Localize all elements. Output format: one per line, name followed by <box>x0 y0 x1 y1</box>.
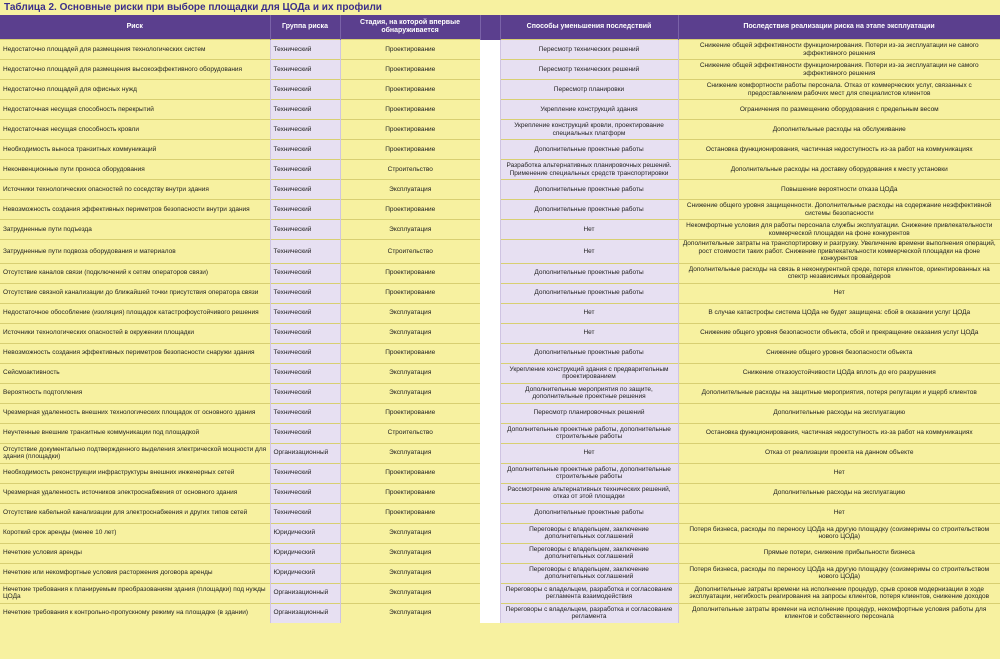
stage-cell: Проектирование <box>340 503 480 523</box>
mitigation-cell: Пересмотр технических решений <box>500 40 678 60</box>
risk-cell: Короткий срок аренды (менее 10 лет) <box>0 523 270 543</box>
consequences-cell: Потеря бизнеса, расходы по переносу ЦОДа на другую площадку (соизмеримы со строительством нового ЦОДа) <box>678 523 1000 543</box>
consequences-cell: Дополнительные расходы на эксплуатацию <box>678 483 1000 503</box>
gap-cell <box>480 423 500 443</box>
gap-cell <box>480 603 500 623</box>
group-cell: Организационный <box>270 443 340 463</box>
table-row <box>0 443 1000 463</box>
risk-cell: Недостаточно площадей для размещения высокоэффективного оборудования <box>0 60 270 80</box>
consequences-cell: Остановка функционирования, частичная недоступность из-за работ на коммуникациях <box>678 423 1000 443</box>
stage-cell: Проектирование <box>340 283 480 303</box>
consequences-cell: Снижение общей эффективности функционирования. Потери из-за эксплуатации не самого эффективного решения <box>678 40 1000 60</box>
stage-cell: Проектирование <box>340 120 480 140</box>
stage-cell: Проектирование <box>340 100 480 120</box>
gap-cell <box>480 483 500 503</box>
header-stage: Стадия, на которой впервые обнаруживается <box>340 15 480 40</box>
group-cell: Технический <box>270 240 340 264</box>
group-cell: Организационный <box>270 603 340 623</box>
consequences-cell: Повышение вероятности отказа ЦОДа <box>678 180 1000 200</box>
mitigation-cell: Нет <box>500 220 678 240</box>
risk-cell: Чрезмерная удаленность источников электроснабжения от основного здания <box>0 483 270 503</box>
consequences-cell: Ограничения по размещению оборудования с предельным весом <box>678 100 1000 120</box>
risk-cell: Отсутствие связной канализации до ближайшей точки присутствия оператора связи <box>0 283 270 303</box>
mitigation-cell: Пересмотр планировки <box>500 80 678 100</box>
gap-cell <box>480 120 500 140</box>
gap-cell <box>480 583 500 603</box>
consequences-cell: Дополнительные расходы на эксплуатацию <box>678 403 1000 423</box>
group-cell: Юридический <box>270 543 340 563</box>
risk-cell: Источники технологических опасностей в окружении площадки <box>0 323 270 343</box>
table-row <box>0 603 1000 623</box>
table-row <box>0 523 1000 543</box>
gap-cell <box>480 160 500 180</box>
risk-cell: Недостаточно площадей для размещения технологических систем <box>0 40 270 60</box>
risk-cell: Недостаточная несущая способность перекрытий <box>0 100 270 120</box>
stage-cell: Эксплуатация <box>340 583 480 603</box>
consequences-cell: Снижение общего уровня безопасности объекта <box>678 343 1000 363</box>
stage-cell: Эксплуатация <box>340 180 480 200</box>
group-cell: Технический <box>270 100 340 120</box>
risk-cell: Недостаточно площадей для офисных нужд <box>0 80 270 100</box>
table-row <box>0 483 1000 503</box>
group-cell: Технический <box>270 120 340 140</box>
consequences-cell: Отказ от реализации проекта на данном объекте <box>678 443 1000 463</box>
stage-cell: Проектирование <box>340 403 480 423</box>
table-row <box>0 100 1000 120</box>
table-row <box>0 363 1000 383</box>
risk-cell: Отсутствие кабельной канализации для электроснабжения и других типов сетей <box>0 503 270 523</box>
group-cell: Организационный <box>270 583 340 603</box>
table-row <box>0 80 1000 100</box>
stage-cell: Эксплуатация <box>340 523 480 543</box>
group-cell: Технический <box>270 303 340 323</box>
gap-cell <box>480 220 500 240</box>
stage-cell: Проектирование <box>340 483 480 503</box>
table-header <box>0 15 1000 40</box>
group-cell: Технический <box>270 403 340 423</box>
mitigation-cell: Укрепление конструкций здания с предварительным проектированием <box>500 363 678 383</box>
consequences-cell: Нет <box>678 503 1000 523</box>
risk-table <box>0 15 1000 623</box>
mitigation-cell: Нет <box>500 323 678 343</box>
risk-cell: Источники технологических опасностей по соседству внутри здания <box>0 180 270 200</box>
consequences-cell: Снижение общего уровня защищенности. Дополнительные расходы на содержание неэффективной системы безопасности <box>678 200 1000 220</box>
table-row <box>0 220 1000 240</box>
stage-cell: Проектирование <box>340 263 480 283</box>
gap-cell <box>480 543 500 563</box>
consequences-cell: Снижение комфортности работы персонала. Отказ от коммерческих услуг, связанных с предоставлением рабочих мест для специалистов клиентов <box>678 80 1000 100</box>
risk-cell: Невозможность создания эффективных периметров безопасности снаружи здания <box>0 343 270 363</box>
group-cell: Технический <box>270 160 340 180</box>
risk-cell: Отсутствие документально подтвержденного выделения электрической мощности для здания (площадки) <box>0 443 270 463</box>
risk-cell: Затрудненные пути подвоза оборудования и материалов <box>0 240 270 264</box>
group-cell: Технический <box>270 60 340 80</box>
stage-cell: Эксплуатация <box>340 543 480 563</box>
consequences-cell: Нет <box>678 463 1000 483</box>
gap-cell <box>480 100 500 120</box>
risk-cell: Нечеткие требования к контрольно-пропускному режиму на площадке (в здании) <box>0 603 270 623</box>
group-cell: Технический <box>270 503 340 523</box>
mitigation-cell: Дополнительные проектные работы <box>500 263 678 283</box>
stage-cell: Проектирование <box>340 343 480 363</box>
table-row <box>0 120 1000 140</box>
table-row <box>0 283 1000 303</box>
risk-cell: Сейсмоактивность <box>0 363 270 383</box>
group-cell: Технический <box>270 343 340 363</box>
gap-cell <box>480 403 500 423</box>
stage-cell: Строительство <box>340 423 480 443</box>
consequences-cell: Остановка функционирования, частичная недоступность из-за работ на коммуникациях <box>678 140 1000 160</box>
table-row <box>0 263 1000 283</box>
group-cell: Технический <box>270 323 340 343</box>
table-row <box>0 403 1000 423</box>
mitigation-cell: Переговоры с владельцем, заключение дополнительных соглашений <box>500 543 678 563</box>
stage-cell: Проектирование <box>340 40 480 60</box>
table-row <box>0 240 1000 264</box>
stage-cell: Эксплуатация <box>340 383 480 403</box>
table-body <box>0 40 1000 623</box>
mitigation-cell: Нет <box>500 303 678 323</box>
group-cell: Технический <box>270 80 340 100</box>
gap-cell <box>480 200 500 220</box>
group-cell: Технический <box>270 263 340 283</box>
mitigation-cell: Укрепление конструкций здания <box>500 100 678 120</box>
consequences-cell: Снижение общего уровня безопасности объекта, сбой и прекращение оказания услуг ЦОДа <box>678 323 1000 343</box>
risk-cell: Недостаточное обособление (изоляция) площадок катастрофоустойчивого решения <box>0 303 270 323</box>
header-risk: Риск <box>0 15 270 40</box>
mitigation-cell: Переговоры с владельцем, разработка и согласование регламента взаимодействия <box>500 583 678 603</box>
mitigation-cell: Дополнительные проектные работы <box>500 503 678 523</box>
stage-cell: Эксплуатация <box>340 443 480 463</box>
mitigation-cell: Переговоры с владельцем, заключение дополнительных соглашений <box>500 523 678 543</box>
risk-cell: Вероятность подтопления <box>0 383 270 403</box>
gap-cell <box>480 283 500 303</box>
stage-cell: Эксплуатация <box>340 323 480 343</box>
mitigation-cell: Дополнительные проектные работы, дополнительные строительные работы <box>500 463 678 483</box>
gap-cell <box>480 343 500 363</box>
table-row <box>0 543 1000 563</box>
table-row <box>0 200 1000 220</box>
group-cell: Технический <box>270 463 340 483</box>
group-cell: Технический <box>270 40 340 60</box>
risk-cell: Затрудненные пути подъезда <box>0 220 270 240</box>
table-row <box>0 160 1000 180</box>
stage-cell: Проектирование <box>340 80 480 100</box>
gap-cell <box>480 443 500 463</box>
group-cell: Технический <box>270 383 340 403</box>
risk-cell: Нечеткие или некомфортные условия расторжения договора аренды <box>0 563 270 583</box>
group-cell: Технический <box>270 363 340 383</box>
risk-cell: Чрезмерная удаленность внешних технологических площадок от основного здания <box>0 403 270 423</box>
table-row <box>0 423 1000 443</box>
consequences-cell: Дополнительные затраты времени на исполнение процедур, срыв сроков модернизации в ходе эксплуатации, негибкость реагирования на запросы клиентов, потеря клиентов, снижение доходов <box>678 583 1000 603</box>
header-consequences: Последствия реализации риска на этапе эксплуатации <box>678 15 1000 40</box>
mitigation-cell: Рассмотрение альтернативных технических решений, отказ от этой площадки <box>500 483 678 503</box>
stage-cell: Эксплуатация <box>340 303 480 323</box>
gap-cell <box>480 263 500 283</box>
risk-cell: Неконвенционные пути проноса оборудования <box>0 160 270 180</box>
table-row <box>0 383 1000 403</box>
gap-cell <box>480 80 500 100</box>
consequences-cell: Потеря бизнеса, расходы по переносу ЦОДа на другую площадку (соизмеримы со строительством нового ЦОДа) <box>678 563 1000 583</box>
mitigation-cell: Нет <box>500 240 678 264</box>
gap-cell <box>480 383 500 403</box>
table-row <box>0 303 1000 323</box>
group-cell: Технический <box>270 483 340 503</box>
consequences-cell: Нет <box>678 283 1000 303</box>
header-group: Группа риска <box>270 15 340 40</box>
table-row <box>0 563 1000 583</box>
risk-cell: Необходимость выноса транзитных коммуникаций <box>0 140 270 160</box>
mitigation-cell: Дополнительные проектные работы <box>500 140 678 160</box>
consequences-cell: В случае катастрофы система ЦОДа не будет защищена: сбой в оказании услуг ЦОДа <box>678 303 1000 323</box>
mitigation-cell: Дополнительные мероприятия по защите, дополнительные проектные решения <box>500 383 678 403</box>
mitigation-cell: Разработка альтернативных планировочных решений. Применение специальных средств транспортировки <box>500 160 678 180</box>
gap-cell <box>480 40 500 60</box>
gap-cell <box>480 240 500 264</box>
gap-cell <box>480 140 500 160</box>
table-title: Таблица 2. Основные риски при выборе площадки для ЦОДа и их профили <box>0 0 1000 15</box>
group-cell: Технический <box>270 220 340 240</box>
risk-cell: Неучтенные внешние транзитные коммуникации под площадкой <box>0 423 270 443</box>
consequences-cell: Дополнительные расходы на защитные мероприятия, потеря репутации и ущерб клиентов <box>678 383 1000 403</box>
stage-cell: Проектирование <box>340 60 480 80</box>
stage-cell: Проектирование <box>340 200 480 220</box>
group-cell: Технический <box>270 283 340 303</box>
risk-cell: Нечеткие требования к планируемым преобразованиям здания (площадки) под нужды ЦОДа <box>0 583 270 603</box>
risk-cell: Необходимость реконструкции инфраструктуры внешних инженерных сетей <box>0 463 270 483</box>
mitigation-cell: Пересмотр технических решений <box>500 60 678 80</box>
table-row <box>0 180 1000 200</box>
mitigation-cell: Дополнительные проектные работы, дополнительные строительные работы <box>500 423 678 443</box>
consequences-cell: Дополнительные расходы на обслуживание <box>678 120 1000 140</box>
mitigation-cell: Дополнительные проектные работы <box>500 200 678 220</box>
consequences-cell: Снижение общей эффективности функционирования. Потери из-за эксплуатации не самого эффективного решения <box>678 60 1000 80</box>
mitigation-cell: Переговоры с владельцем, заключение дополнительных соглашений <box>500 563 678 583</box>
mitigation-cell: Дополнительные проектные работы <box>500 283 678 303</box>
mitigation-cell: Дополнительные проектные работы <box>500 180 678 200</box>
gap-cell <box>480 563 500 583</box>
group-cell: Юридический <box>270 563 340 583</box>
table-row <box>0 60 1000 80</box>
mitigation-cell: Нет <box>500 443 678 463</box>
gap-cell <box>480 363 500 383</box>
stage-cell: Строительство <box>340 160 480 180</box>
stage-cell: Эксплуатация <box>340 563 480 583</box>
risk-cell: Нечеткие условия аренды <box>0 543 270 563</box>
consequences-cell: Некомфортные условия для работы персонала службы эксплуатации. Снижение привлекательности коммерческой площадки на фоне конкурентов <box>678 220 1000 240</box>
table-row <box>0 343 1000 363</box>
mitigation-cell: Укрепление конструкций кровли, проектирование специальных платформ <box>500 120 678 140</box>
table-row <box>0 40 1000 60</box>
consequences-cell: Дополнительные затраты на транспортировку и разгрузку. Увеличение времени выполнения операций, рост стоимости таких работ. Снижение привлекательности коммерческой площадки на фоне конкурентов <box>678 240 1000 264</box>
mitigation-cell: Пересмотр планировочных решений <box>500 403 678 423</box>
stage-cell: Эксплуатация <box>340 603 480 623</box>
group-cell: Технический <box>270 200 340 220</box>
table-row <box>0 140 1000 160</box>
risk-cell: Отсутствие каналов связи (подключений к сетям операторов связи) <box>0 263 270 283</box>
gap-cell <box>480 303 500 323</box>
table-row <box>0 503 1000 523</box>
table-row <box>0 583 1000 603</box>
group-cell: Технический <box>270 180 340 200</box>
consequences-cell: Дополнительные расходы на доставку оборудования к месту установки <box>678 160 1000 180</box>
consequences-cell: Дополнительные расходы на связь в неконкурентной среде, потеря клиентов, ориентированных на спектр независимых провайдеров <box>678 263 1000 283</box>
group-cell: Технический <box>270 423 340 443</box>
stage-cell: Строительство <box>340 240 480 264</box>
mitigation-cell: Дополнительные проектные работы <box>500 343 678 363</box>
gap-cell <box>480 180 500 200</box>
gap-cell <box>480 463 500 483</box>
risk-cell: Невозможность создания эффективных периметров безопасности внутри здания <box>0 200 270 220</box>
mitigation-cell: Переговоры с владельцем, разработка и согласование регламента <box>500 603 678 623</box>
risk-cell: Недостаточная несущая способность кровли <box>0 120 270 140</box>
stage-cell: Эксплуатация <box>340 220 480 240</box>
gap-cell <box>480 503 500 523</box>
header-gap <box>480 15 500 40</box>
gap-cell <box>480 323 500 343</box>
group-cell: Юридический <box>270 523 340 543</box>
gap-cell <box>480 60 500 80</box>
gap-cell <box>480 523 500 543</box>
consequences-cell: Снижение отказоустойчивости ЦОДа вплоть до его разрушения <box>678 363 1000 383</box>
stage-cell: Проектирование <box>340 140 480 160</box>
header-mitigation: Способы уменьшения последствий <box>500 15 678 40</box>
stage-cell: Проектирование <box>340 463 480 483</box>
group-cell: Технический <box>270 140 340 160</box>
consequences-cell: Прямые потери, снижение прибыльности бизнеса <box>678 543 1000 563</box>
table-row <box>0 323 1000 343</box>
consequences-cell: Дополнительные затраты времени на исполнение процедур, некомфортные условия работы для клиентов и собственного персонала <box>678 603 1000 623</box>
table-row <box>0 463 1000 483</box>
stage-cell: Эксплуатация <box>340 363 480 383</box>
